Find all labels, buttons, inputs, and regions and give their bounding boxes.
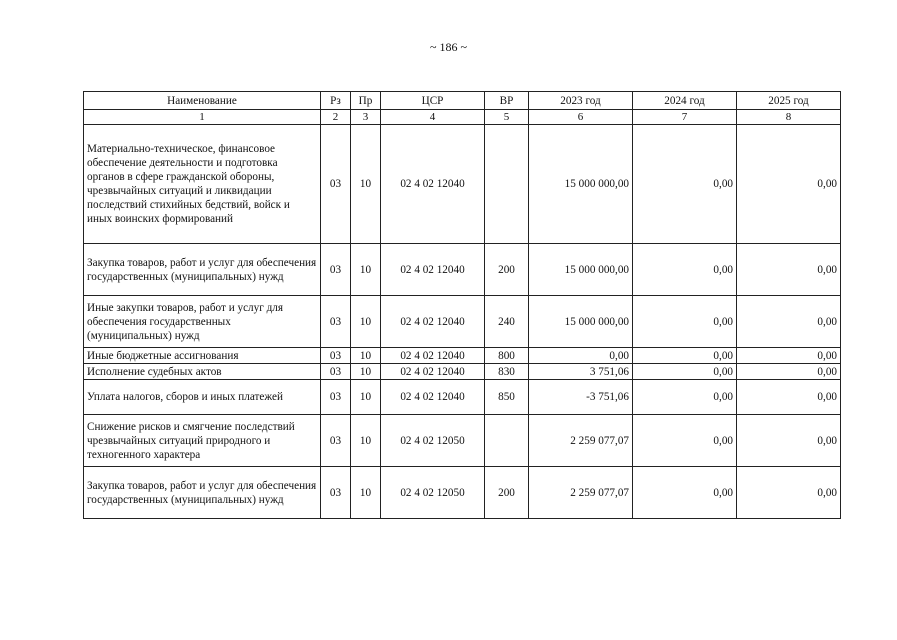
column-number-cell: 1 — [84, 110, 321, 125]
row-rz: 03 — [321, 467, 351, 519]
column-number-cell: 5 — [485, 110, 529, 125]
row-rz: 03 — [321, 364, 351, 380]
row-csr: 02 4 02 12050 — [381, 415, 485, 467]
row-2024: 0,00 — [633, 244, 737, 296]
table-row — [84, 125, 841, 244]
table-row — [84, 348, 841, 364]
row-vr — [485, 125, 529, 244]
row-2025: 0,00 — [737, 125, 841, 244]
row-2024: 0,00 — [633, 415, 737, 467]
row-rz: 03 — [321, 415, 351, 467]
row-csr: 02 4 02 12040 — [381, 348, 485, 364]
row-pr: 10 — [351, 415, 381, 467]
row-2025: 0,00 — [737, 348, 841, 364]
column-number-cell: 7 — [633, 110, 737, 125]
row-rz: 03 — [321, 244, 351, 296]
row-2024: 0,00 — [633, 348, 737, 364]
row-2023: 15 000 000,00 — [529, 296, 633, 348]
row-2025: 0,00 — [737, 364, 841, 380]
row-rz: 03 — [321, 348, 351, 364]
row-2024: 0,00 — [633, 125, 737, 244]
row-vr: 200 — [485, 244, 529, 296]
row-csr: 02 4 02 12040 — [381, 296, 485, 348]
row-2023: 15 000 000,00 — [529, 125, 633, 244]
row-vr: 240 — [485, 296, 529, 348]
header-row — [84, 92, 841, 110]
row-2023: 2 259 077,07 — [529, 415, 633, 467]
row-name: Снижение рисков и смягчение последствий чрезвычайных ситуаций природного и техногенного характера — [84, 415, 321, 467]
row-2025: 0,00 — [737, 380, 841, 415]
column-number-cell: 6 — [529, 110, 633, 125]
table-row — [84, 296, 841, 348]
table-row — [84, 467, 841, 519]
row-pr: 10 — [351, 380, 381, 415]
table-row — [84, 244, 841, 296]
budget-table — [83, 91, 841, 519]
header-cell: Наименование — [84, 92, 321, 110]
row-2024: 0,00 — [633, 467, 737, 519]
row-2024: 0,00 — [633, 296, 737, 348]
table-row — [84, 380, 841, 415]
column-number-cell: 8 — [737, 110, 841, 125]
row-vr: 200 — [485, 467, 529, 519]
header-cell: 2024 год — [633, 92, 737, 110]
header-cell: ЦСР — [381, 92, 485, 110]
row-pr: 10 — [351, 348, 381, 364]
header-cell: 2025 год — [737, 92, 841, 110]
column-number-cell: 4 — [381, 110, 485, 125]
row-pr: 10 — [351, 467, 381, 519]
table-row — [84, 415, 841, 467]
row-rz: 03 — [321, 380, 351, 415]
row-2025: 0,00 — [737, 244, 841, 296]
row-name: Материально-техническое, финансовое обеспечение деятельности и подготовка органов в сфере гражданской обороны, чрезвычайных ситуаций и ликвидации последствий стихийных бедствий, войск и иных воинских формирований — [84, 125, 321, 244]
row-2023: 15 000 000,00 — [529, 244, 633, 296]
column-number-row — [84, 110, 841, 125]
column-number-cell: 3 — [351, 110, 381, 125]
row-rz: 03 — [321, 125, 351, 244]
row-name: Иные бюджетные ассигнования — [84, 348, 321, 364]
row-vr: 850 — [485, 380, 529, 415]
row-name: Иные закупки товаров, работ и услуг для обеспечения государственных (муниципальных) нужд — [84, 296, 321, 348]
row-pr: 10 — [351, 364, 381, 380]
row-csr: 02 4 02 12040 — [381, 125, 485, 244]
row-name: Закупка товаров, работ и услуг для обеспечения государственных (муниципальных) нужд — [84, 467, 321, 519]
page-number: ~ 186 ~ — [430, 40, 467, 54]
row-2024: 0,00 — [633, 364, 737, 380]
row-2023: 0,00 — [529, 348, 633, 364]
row-name: Исполнение судебных актов — [84, 364, 321, 380]
table-row — [84, 364, 841, 380]
row-2024: 0,00 — [633, 380, 737, 415]
column-number-cell: 2 — [321, 110, 351, 125]
row-2023: 2 259 077,07 — [529, 467, 633, 519]
row-csr: 02 4 02 12040 — [381, 380, 485, 415]
row-2025: 0,00 — [737, 296, 841, 348]
row-csr: 02 4 02 12040 — [381, 244, 485, 296]
row-vr: 800 — [485, 348, 529, 364]
row-csr: 02 4 02 12050 — [381, 467, 485, 519]
row-vr — [485, 415, 529, 467]
row-pr: 10 — [351, 296, 381, 348]
row-2023: -3 751,06 — [529, 380, 633, 415]
header-cell: Пр — [351, 92, 381, 110]
row-name: Закупка товаров, работ и услуг для обеспечения государственных (муниципальных) нужд — [84, 244, 321, 296]
row-vr: 830 — [485, 364, 529, 380]
row-pr: 10 — [351, 244, 381, 296]
header-cell: Рз — [321, 92, 351, 110]
row-csr: 02 4 02 12040 — [381, 364, 485, 380]
header-cell: 2023 год — [529, 92, 633, 110]
row-pr: 10 — [351, 125, 381, 244]
row-2023: 3 751,06 — [529, 364, 633, 380]
row-2025: 0,00 — [737, 415, 841, 467]
row-name: Уплата налогов, сборов и иных платежей — [84, 380, 321, 415]
row-rz: 03 — [321, 296, 351, 348]
header-cell: ВР — [485, 92, 529, 110]
row-2025: 0,00 — [737, 467, 841, 519]
